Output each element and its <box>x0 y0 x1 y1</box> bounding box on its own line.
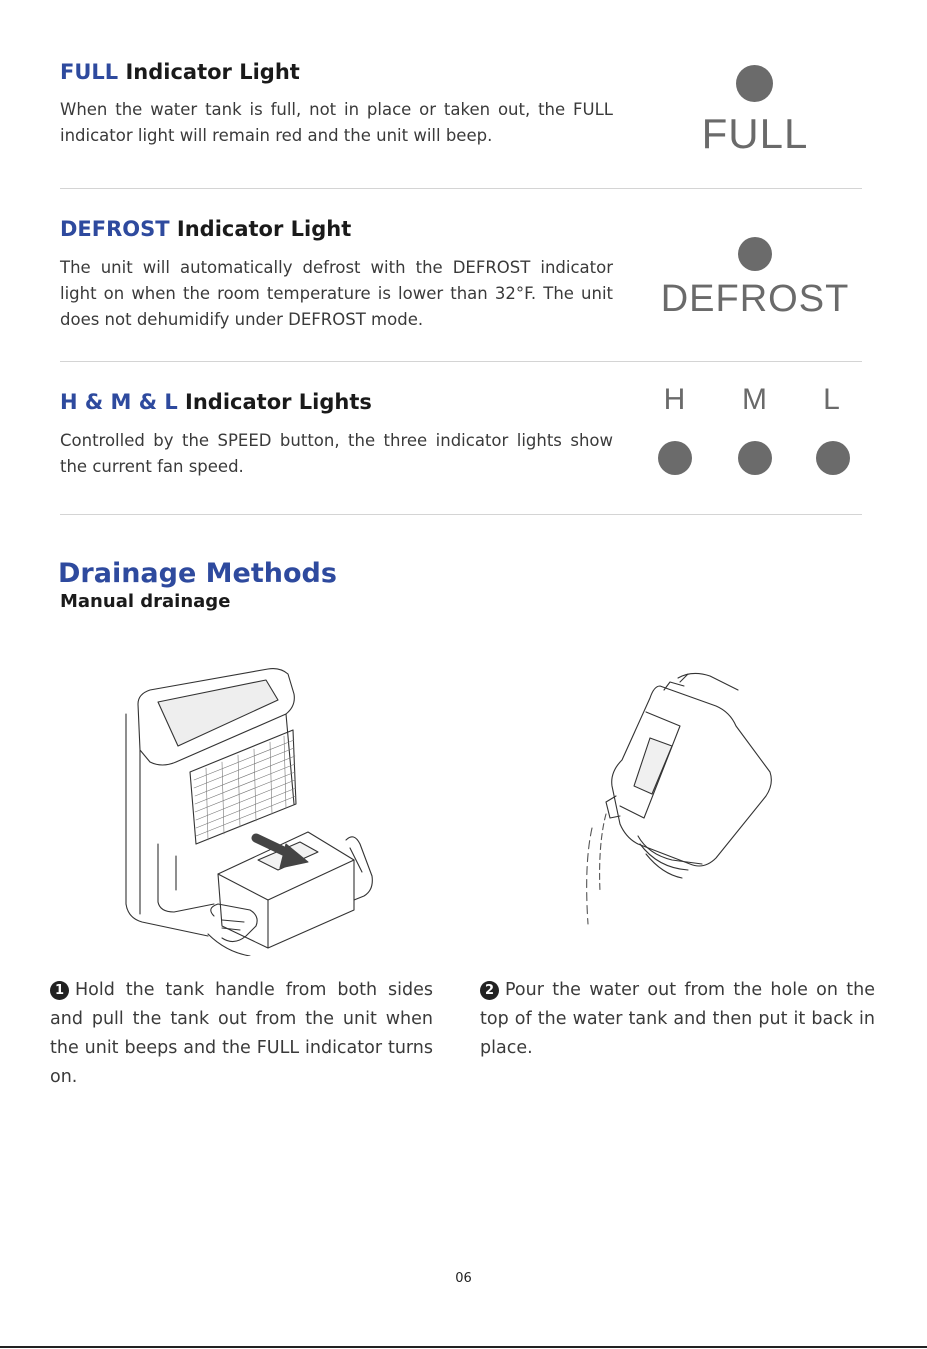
step-1-text: Hold the tank handle from both sides and pull the tank out from the unit when the unit beeps and the FULL indicator turns on. <box>50 980 433 1087</box>
speed-heading-accent: H & M & L <box>60 390 178 414</box>
pouring-water-illustration <box>580 668 780 932</box>
speed-label-l: L <box>823 383 841 416</box>
full-heading <box>60 60 300 84</box>
divider <box>60 188 862 189</box>
speed-description: Controlled by the SPEED button, the three indicator lights show the current fan speed. <box>60 431 613 476</box>
defrost-heading-rest: Indicator Light <box>169 217 352 241</box>
drainage-subtitle: Manual drainage <box>60 591 231 612</box>
page-number: 06 <box>455 1271 472 1286</box>
speed-label-h: H <box>663 383 687 416</box>
step-2-badge: 2 <box>480 981 499 1000</box>
speed-heading <box>60 390 372 414</box>
speed-led-m <box>738 441 772 475</box>
page-bottom-rule <box>0 1346 927 1348</box>
speed-label-m: M <box>742 383 768 416</box>
full-indicator-led <box>736 65 773 102</box>
speed-led-h <box>658 441 692 475</box>
defrost-panel-label: DEFROST <box>660 278 850 320</box>
full-heading-accent: FULL <box>60 60 119 84</box>
defrost-indicator-led <box>738 237 772 271</box>
full-heading-rest: Indicator Light <box>118 60 300 84</box>
defrost-description: The unit will automatically defrost with the DEFROST indicator light on when the room temperature is lower than 32°F. The unit does not dehumidify under DEFROST mode. <box>60 258 613 329</box>
step-2 <box>480 976 875 1063</box>
speed-heading-rest: Indicator Lights <box>177 390 372 414</box>
tank-removal-illustration <box>118 664 388 956</box>
defrost-heading <box>60 217 351 241</box>
divider <box>60 361 862 362</box>
drainage-title: Drainage Methods <box>58 558 337 589</box>
speed-led-l <box>816 441 850 475</box>
step-1-badge: 1 <box>50 981 69 1000</box>
full-panel-label: FULL <box>701 110 809 157</box>
divider <box>60 514 862 515</box>
defrost-heading-accent: DEFROST <box>60 217 170 241</box>
step-2-text: Pour the water out from the hole on the top of the water tank and then put it back in place. <box>480 980 875 1058</box>
step-1 <box>50 976 433 1092</box>
full-description: When the water tank is full, not in place or taken out, the FULL indicator light will remain red and the unit will beep. <box>60 100 613 145</box>
